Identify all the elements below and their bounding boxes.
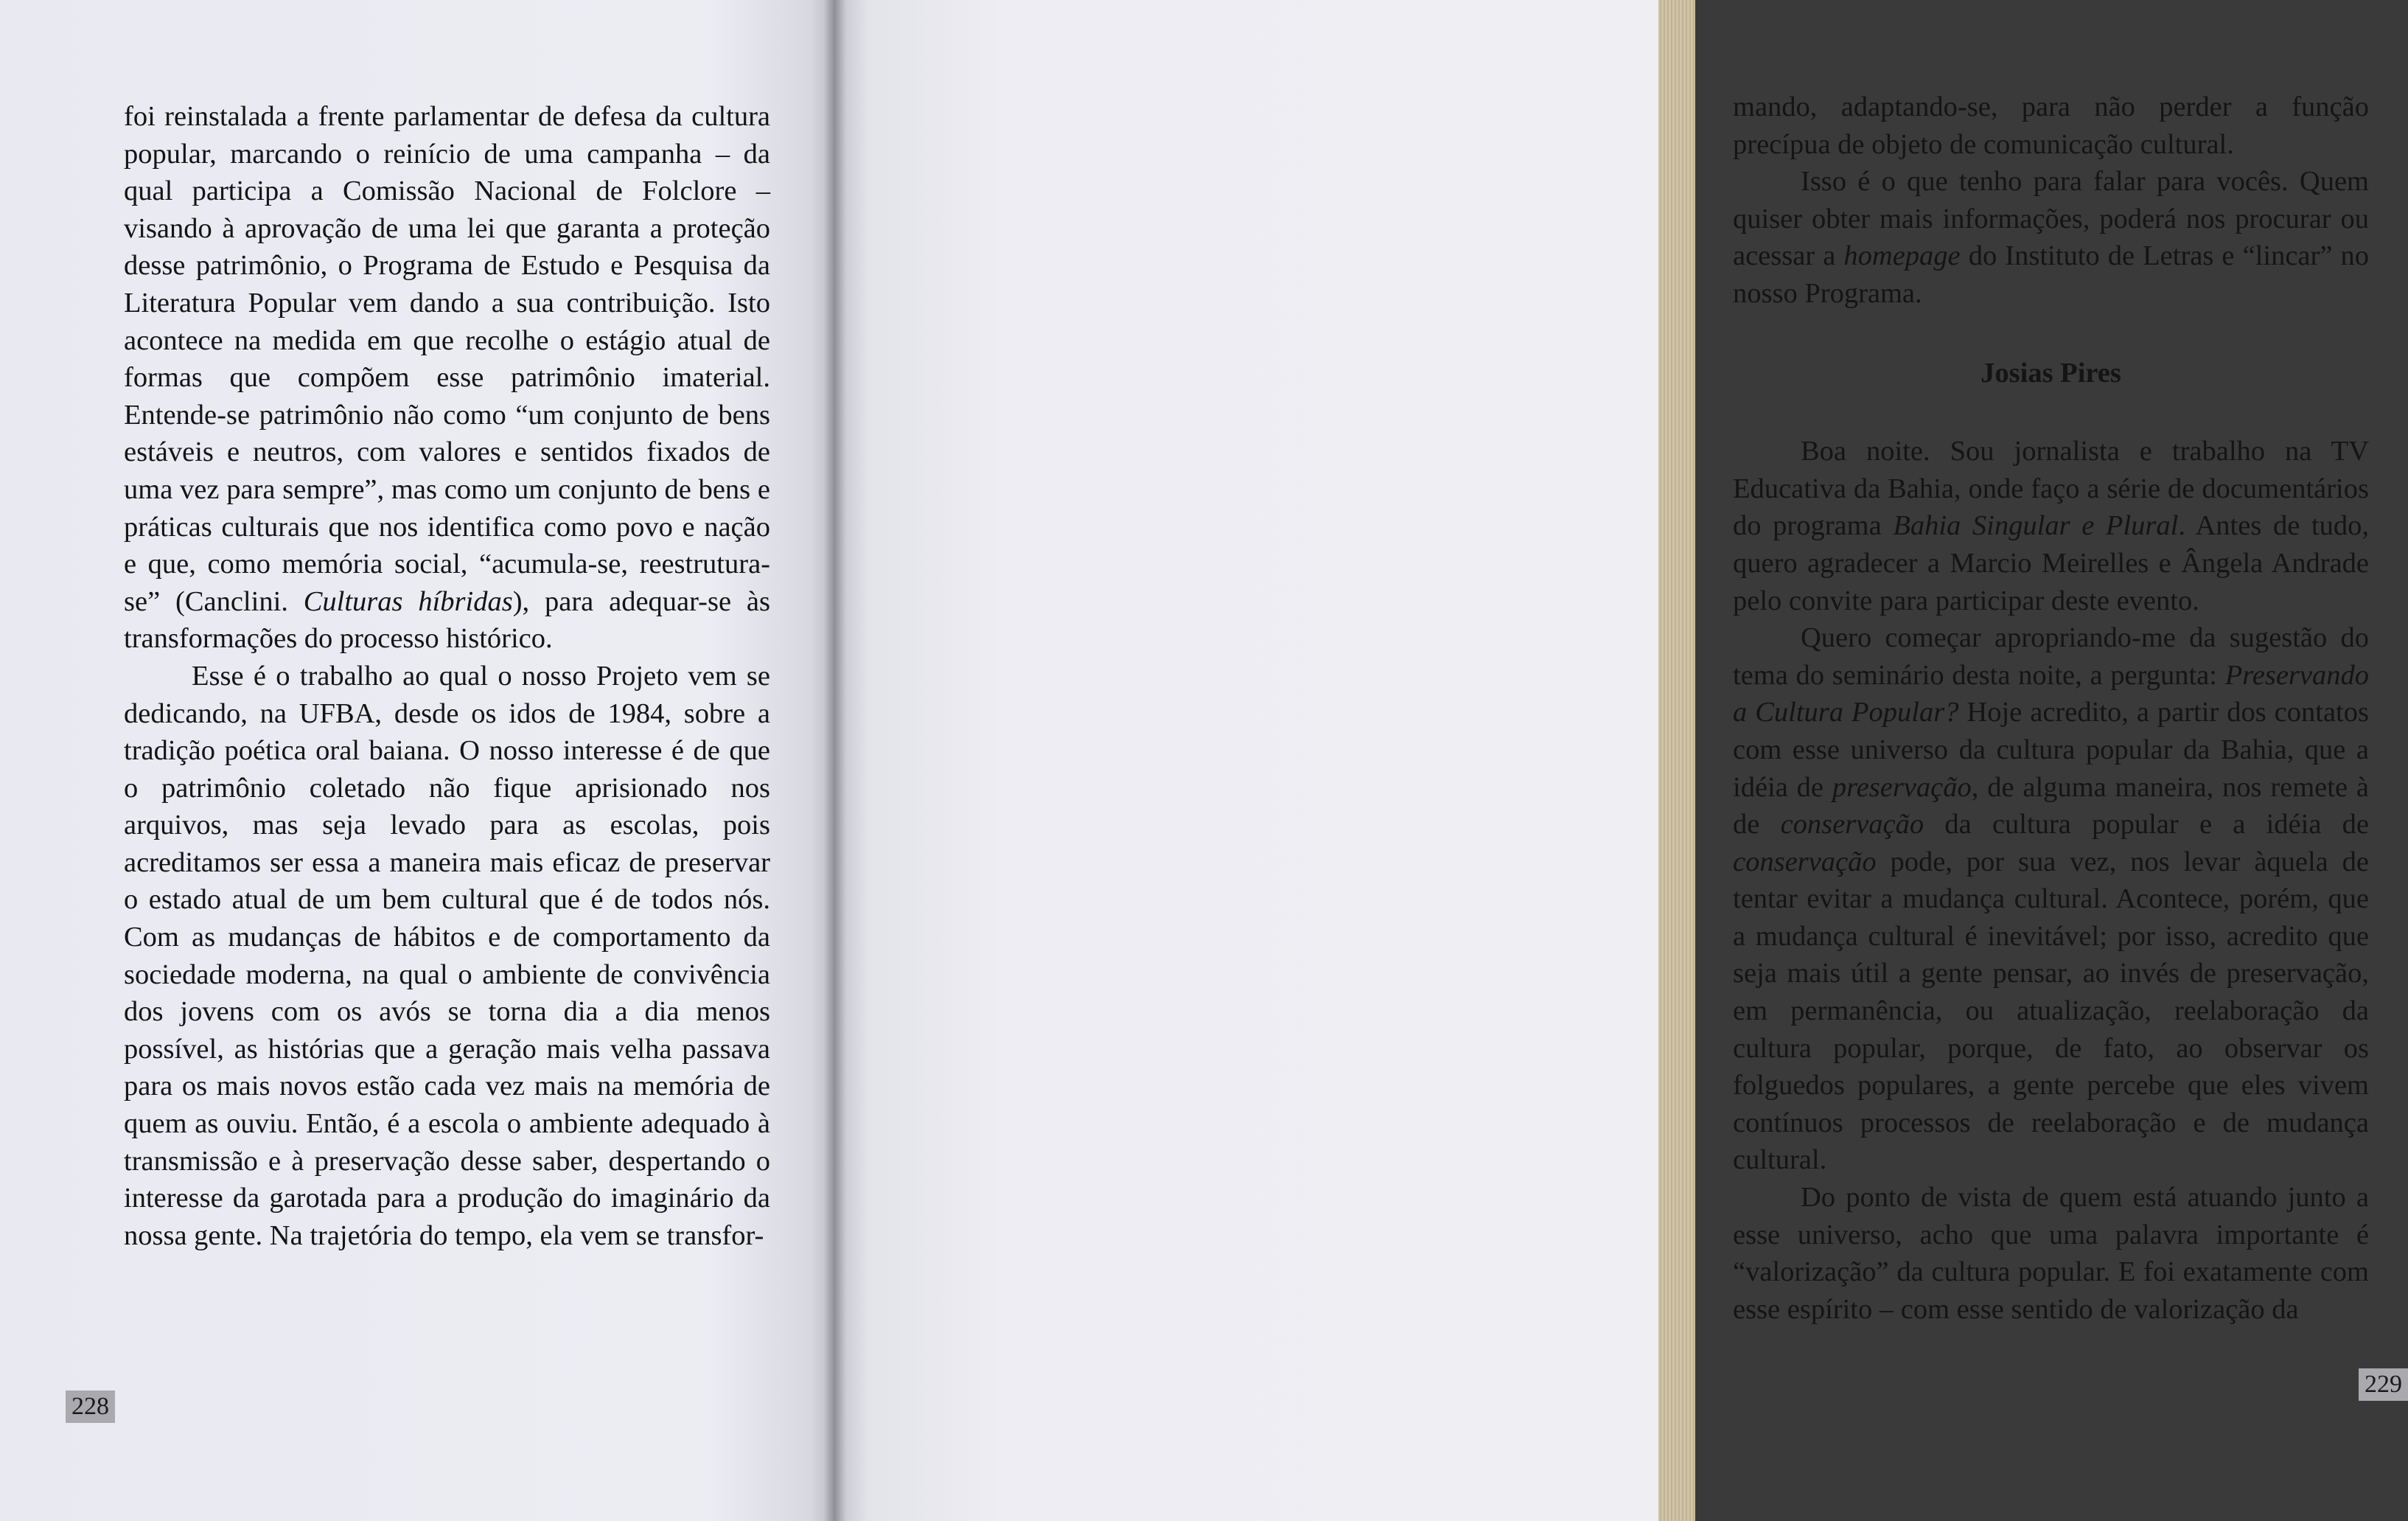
left-paragraph: foi reinstalada a frente parlamentar de defesa da cultura popular, marcando o reinício de uma campanha – da qual participa a Comissão Nacional de Folclore – visando à aprovação de uma lei que garanta a proteção desse patrimônio, o Programa de Estudo e Pesquisa da Literatura Popular vem dando a sua contribuição. Isto acontece na medida em que recolhe o estágio atual de formas que compõem esse patrimônio imaterial. Entende-se patrimônio não como “um conjunto de bens estáveis e neutros, com valores e sentidos fixados de uma vez para sempre”, mas como um conjunto de bens e práticas culturais que nos identifica como povo e nação e que, como memória social, “acumula-se, reestrutura-se” (Canclini. Culturas híbridas), para adequar-se às transformações do processo histórico.: [124, 101, 770, 655]
left-page: [0, 0, 835, 1521]
right-paragraph: Boa noite. Sou jornalista e trabalho na TV Educativa da Bahia, onde faço a série de documentários do programa Bahia Singular e Plural. Antes de tudo, quero agradecer a Marcio Meirelles e Ângela Andrade pelo convite para participar deste evento.: [1733, 436, 2369, 616]
italic-text: Culturas híbridas: [303, 585, 513, 617]
right-paragraph: Quero começar apropriando-me da sugestão do tema do seminário desta noite, a pergunta: Preservando a Cultura Popular? Hoje acredito, a partir dos contatos com esse universo da cultura popular da Bahia, que a idéia de preservação, de alguma maneira, nos remete à de conservação da cultura popular e a idéia de conservação pode, por sua vez, nos levar àquela de tentar evitar a mudança cultural. Acontece, porém, que a mudança cultural é inevitável; por isso, acredito que seja mais útil a gente pensar, ao invés de preservação, em permanência, ou atualização, reelaboração da cultura popular, porque, de fato, ao observar os folguedos populares, a gente percebe que eles vivem contínuos processos de reelaboração e de mudança cultural.: [1733, 622, 2369, 1176]
left-page-body: [124, 98, 770, 1254]
italic-text: preservação: [1832, 771, 1972, 803]
right-page: [835, 0, 2402, 1521]
italic-text: Preservando a Cultura Popular?: [1733, 659, 2369, 728]
italic-text: Bahia Singular e Plural: [1893, 510, 2179, 542]
italic-text: conservação: [1780, 809, 1924, 840]
page-number-left: 228: [66, 1391, 115, 1423]
page-edges: [1658, 0, 1695, 1521]
right-paragraph: Isso é o que tenho para falar para vocês. Quem quiser obter mais informações, poderá nos procurar ou acessar a homepage do Instituto de Letras e “lincar” no nosso Programa.: [1733, 166, 2369, 309]
right-paragraph: Do ponto de vista de quem está atuando junto a esse universo, acho que uma palavra importante é “valorização” da cultura popular. E foi exatamente com esse espírito – com esse sentido de valorização da: [1733, 1182, 2369, 1325]
left-paragraph: Esse é o trabalho ao qual o nosso Projeto vem se dedicando, na UFBA, desde os idos de 1984, sobre a tradição poética oral baiana. O nosso interesse é de que o patrimônio coletado não fique aprisionado nos arquivos, mas seja levado para as escolas, pois acreditamos ser essa a maneira mais eficaz de preservar o estado atual de um bem cultural que é de todos nós. Com as mudanças de hábitos e de comportamento da sociedade moderna, na qual o ambiente de convivência dos jovens com os avós se torna dia a dia menos possível, as histórias que a geração mais velha passava para os mais novos estão cada vez mais na memória de quem as ouviu. Então, é a escola o ambiente adequado à transmissão e à preservação desse saber, despertando o interesse da garotada para a produção do imaginário da nossa gente. Na trajetória do tempo, ela vem se transfor-: [124, 660, 770, 1251]
right-page-body-after-heading: [1733, 433, 2369, 1328]
italic-text: homepage: [1843, 240, 1961, 272]
right-paragraph: mando, adaptando-se, para não perder a função precípua de objeto de comunicação cultural.: [1733, 91, 2369, 160]
page-number-right: 229: [2359, 1368, 2408, 1401]
right-page-body: [1733, 88, 2369, 1328]
section-heading: Josias Pires: [1981, 357, 2121, 389]
italic-text: conservação: [1733, 846, 1877, 877]
right-page-body-before-heading: [1733, 88, 2369, 313]
book-gutter: [824, 0, 846, 1521]
